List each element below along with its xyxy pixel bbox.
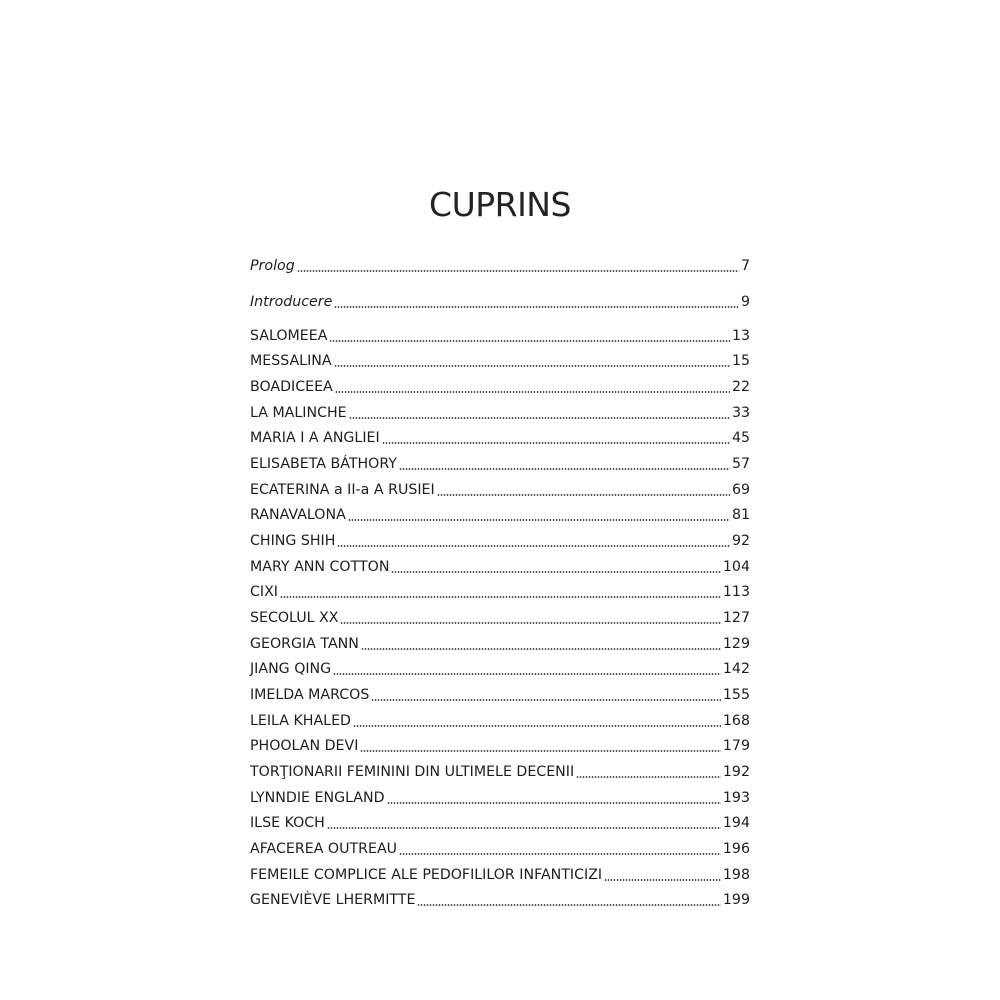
dot-leader [327, 827, 721, 829]
toc-entry-page-number: 104 [722, 559, 750, 575]
dot-leader [280, 596, 721, 598]
toc-entry-title: GENEVIÈVE LHERMITTE [250, 892, 416, 908]
dot-leader [387, 802, 721, 804]
toc-entry [250, 478, 750, 500]
dot-leader [334, 365, 730, 367]
toc-entry-page-number: 9 [740, 294, 750, 310]
toc-entry-title: MESSALINA [250, 353, 332, 369]
toc-entry-page-number: 7 [740, 258, 750, 274]
toc-entry-title: BOADICEEA [250, 379, 333, 395]
toc-entry-title: ELISABETA BÁTHORY [250, 456, 397, 472]
toc-entry-title: CIXI [250, 584, 278, 600]
dot-leader [348, 519, 730, 521]
toc-entry-page-number: 194 [722, 815, 750, 831]
toc-entry [250, 632, 750, 654]
toc-entry-page-number: 198 [722, 867, 750, 883]
toc-entry [250, 290, 750, 312]
dot-leader [371, 699, 721, 701]
toc-entry-title: Introducere [250, 294, 333, 310]
toc-entry-title: MARIA I A ANGLIEI [250, 430, 380, 446]
toc-entry-page-number: 155 [722, 687, 750, 703]
toc-entry-page-number: 45 [731, 430, 750, 446]
toc-entry [250, 606, 750, 628]
toc-entry-page-number: 192 [722, 764, 750, 780]
toc-entry-title: MARY ANN COTTON [250, 559, 390, 575]
toc-entry [250, 786, 750, 808]
toc-entry-title: SECOLUL XX [250, 610, 339, 626]
toc-entry [250, 888, 750, 910]
toc-entry-page-number: 15 [731, 353, 750, 369]
toc-entry-title: PHOOLAN DEVI [250, 738, 359, 754]
toc-entry-title: ECATERINA a II-a A RUSIEI [250, 482, 435, 498]
dot-leader [329, 340, 730, 342]
toc-entry-page-number: 142 [722, 661, 750, 677]
toc-entry-title: TORŢIONARII FEMININI DIN ULTIMELE DECENII [250, 764, 575, 780]
toc-entry-title: CHING SHIH [250, 533, 336, 549]
toc-entry-page-number: 57 [731, 456, 750, 472]
toc-entry [250, 555, 750, 577]
toc-entry-page-number: 196 [722, 841, 750, 857]
toc-entry [250, 426, 750, 448]
dot-leader [399, 468, 730, 470]
toc-entry [250, 580, 750, 602]
toc-entry [250, 324, 750, 346]
toc-entry [250, 503, 750, 525]
toc-entry-title: Prolog [250, 258, 295, 274]
toc-entry [250, 529, 750, 551]
toc-entry [250, 683, 750, 705]
toc-entry-title: FEMEILE COMPLICE ALE PEDOFILILOR INFANTICIZI [250, 867, 603, 883]
toc-entry-title: LEILA KHALED [250, 713, 351, 729]
dot-leader [576, 776, 721, 778]
toc-entry-title: AFACEREA OUTREAU [250, 841, 398, 857]
dot-leader [353, 725, 721, 727]
toc-entry [250, 760, 750, 782]
toc-entry [250, 709, 750, 731]
dot-leader [360, 750, 721, 752]
dot-leader [399, 853, 721, 855]
dot-leader [604, 879, 721, 881]
toc-entry-page-number: 69 [731, 482, 750, 498]
toc-entry-title: LA MALINCHE [250, 405, 347, 421]
dot-leader [361, 648, 721, 650]
toc-entry [250, 837, 750, 859]
toc-entry-page-number: 168 [722, 713, 750, 729]
toc-entry [250, 401, 750, 423]
toc-entry [250, 452, 750, 474]
toc-entry [250, 349, 750, 371]
toc-entry-page-number: 129 [722, 636, 750, 652]
page-title: CUPRINS [429, 185, 571, 225]
toc-entry-page-number: 127 [722, 610, 750, 626]
dot-leader [437, 494, 730, 496]
dot-leader [382, 442, 730, 444]
toc-entry-title: LYNNDIE ENGLAND [250, 790, 385, 806]
dot-leader [337, 545, 730, 547]
dot-leader [334, 306, 739, 308]
dot-leader [391, 571, 720, 573]
toc-entry-page-number: 13 [731, 328, 750, 344]
toc-entry-page-number: 22 [731, 379, 750, 395]
dot-leader [417, 904, 720, 906]
toc-entry [250, 734, 750, 756]
toc-entry [250, 254, 750, 276]
toc-entry [250, 811, 750, 833]
toc-entry-page-number: 193 [722, 790, 750, 806]
toc-entry-title: IMELDA MARCOS [250, 687, 370, 703]
toc-entry-page-number: 81 [731, 507, 750, 523]
dot-leader [349, 417, 730, 419]
dot-leader [297, 270, 739, 272]
toc-entry [250, 375, 750, 397]
toc-entry-page-number: 199 [722, 892, 750, 908]
toc-entry-page-number: 179 [722, 738, 750, 754]
toc-entry-title: SALOMEEA [250, 328, 328, 344]
toc-entry-title: GEORGIA TANN [250, 636, 359, 652]
toc-entry [250, 863, 750, 885]
dot-leader [335, 391, 730, 393]
dot-leader [340, 622, 720, 624]
toc-entry-title: ILSE KOCH [250, 815, 325, 831]
toc-entry-title: RANAVALONA [250, 507, 346, 523]
toc-entry [250, 657, 750, 679]
toc-entry-title: JIANG QING [250, 661, 332, 677]
dot-leader [333, 673, 721, 675]
toc-entry-page-number: 92 [731, 533, 750, 549]
toc-entry-page-number: 33 [731, 405, 750, 421]
toc-entry-page-number: 113 [722, 584, 750, 600]
